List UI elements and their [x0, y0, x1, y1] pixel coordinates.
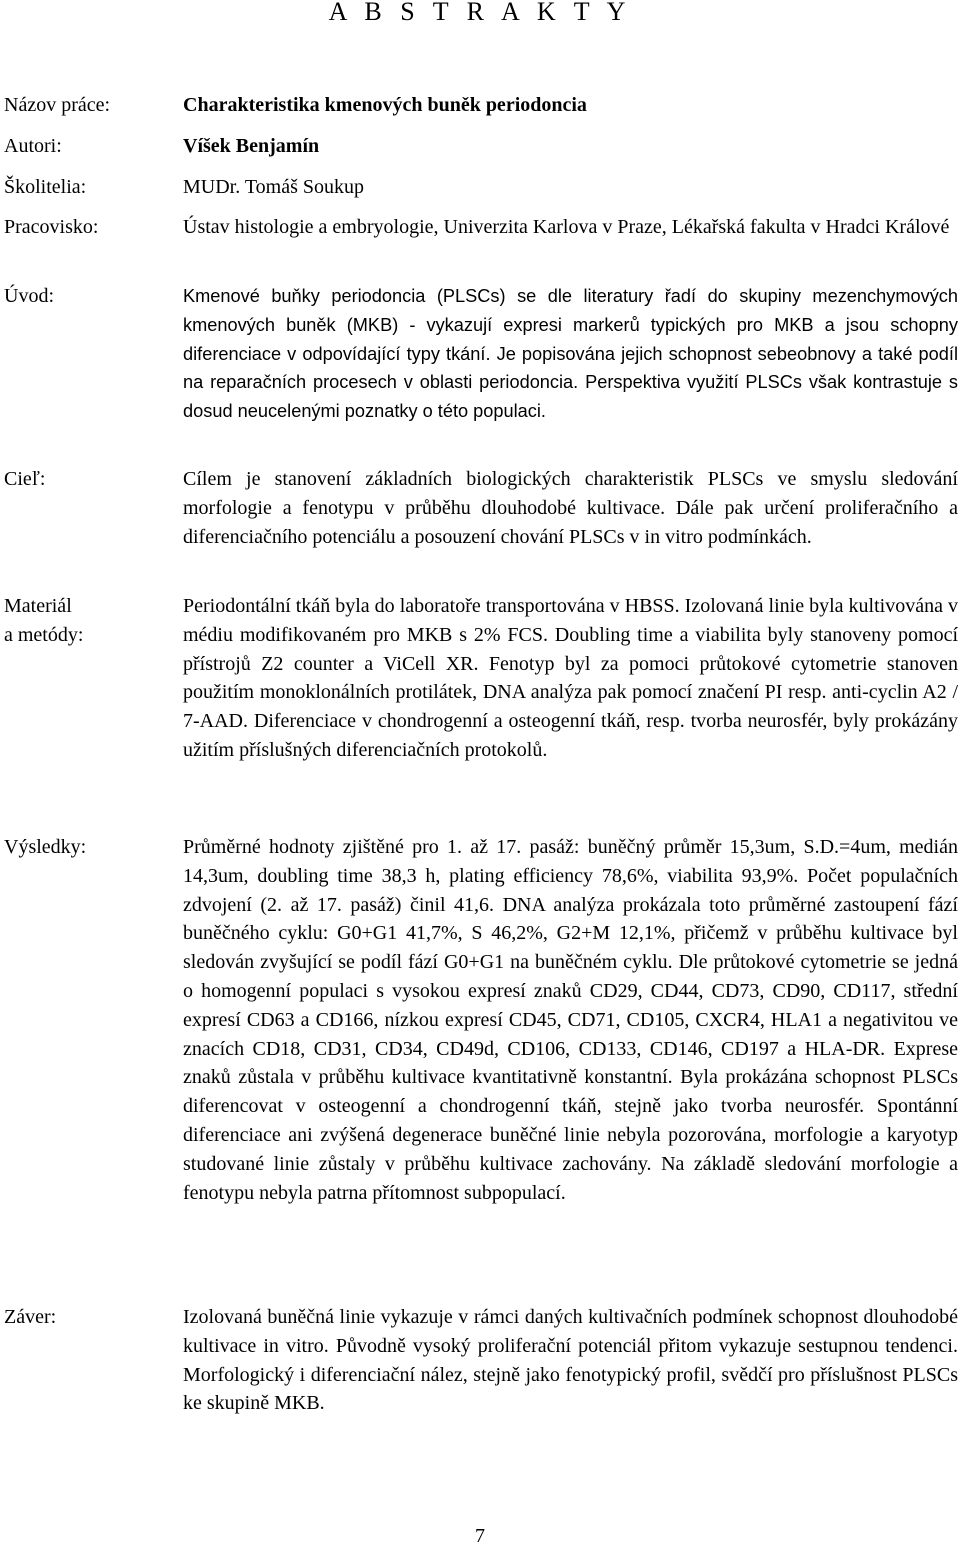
field-workplace-label: Pracovisko: [4, 216, 99, 238]
page-title: A B S T R A K T Y [328, 0, 632, 26]
field-workplace-value: Ústav histologie a embryologie, Univerzita Karlova v Praze, Lékařská fakulta v Hradci Králové [183, 216, 950, 238]
section-conclusion-text: Izolovaná buněčná linie vykazuje v rámci daných kultivačních podmínek schopnost dlouhodobé kultivace in vitro. Původně vysoký proliferační potenciál přitom vykazuje sestupnou tendenci. Morfologický i diferenciační nález, stejně jako fenotypický profil, svědčí pro příslušnost PLSCs ke skupině MKB. [183, 1306, 958, 1415]
section-aim-label: Cieľ: [4, 468, 46, 490]
section-aim-text: Cílem je stanovení základních biologických charakteristik PLSCs ve smyslu sledování morfologie a fenotypu v průběhu dlouhodobé kultivace. Dále pak určení proliferačního a diferenciačního potenciálu a posouzení chování PLSCs v in vitro podmínkách. [183, 468, 958, 548]
section-intro-label: Úvod: [4, 285, 54, 307]
section-results-text: Průměrné hodnoty zjištěné pro 1. až 17. pasáž: buněčný průměr 15,3um, S.D.=4um, medián 14,3um, doubling time 38,3 h, plating efficiency 78,6%, viabilita 93,9%. Počet populačních zdvojení (2. až 17. pasáž) činil 41,6. DNA analýza prokázala toto průměrné zastoupení fází buněčného cyklu: G0+G1 41,7%, S 46,2%, G2+M 12,1%, přičemž v průběhu kultivace byl sledován zvyšující se podíl fází G0+G1 na buněčném cyklu. Dle průtokové cytometrie se jedná o homogenní populaci s vysokou expresí znaků CD29, CD44, CD73, CD90, CD117, střední expresí CD63 a CD166, nízkou expresí CD45, CD71, CD105, CXCR4, HLA1 a negativitou ve znacích CD18, CD31, CD34, CD49d, CD106, CD133, CD146, CD197 a HLA-DR. Exprese znaků zůstala v průběhu kultivace kvantitativně konstantní. Byla prokázána schopnost PLSCs diferencovat v osteogenní a chondrogenní tkáň, stejně jako tvorba neurosfér. Spontánní diferenciace ani zvýšená degenerace buněčné linie nebyla pozorována, morfologie a karyotyp studované linie zůstaly v průběhu kultivace zachovány. Na základě sledování morfologie a fenotypu nebyla patrna přítomnost subpopulací. [183, 836, 958, 1204]
section-results-label: Výsledky: [4, 836, 87, 858]
page-number: 7 [475, 1525, 485, 1547]
section-intro-text: Kmenové buňky periodoncia (PLSCs) se dle literatury řadí do skupiny mezenchymových kmenových buněk (MKB) - vykazují expresi markerů typických pro MKB a jsou schopny diferenciace v odpovídající typy tkání. Je popisována jejich schopnost sebeobnovy a také podíl na reparačních procesech v oblasti periodoncia. Perspektiva využití PLSCs však kontrastuje s dosud neucelenými poznatky o této populaci. [183, 286, 958, 422]
section-methods-label-line2: a metódy: [4, 623, 84, 646]
field-title-label: Názov práce: [4, 94, 111, 116]
field-supervisors-value: MUDr. Tomáš Soukup [183, 176, 365, 198]
section-methods-text: Periodontální tkáň byla do laboratoře transportována v HBSS. Izolovaná linie byla kultivována v médiu modifikovaném pro MKB s 2% FCS. Doubling time a viabilita byly stanoveny pomocí přístrojů Z2 counter a ViCell XR. Fenotyp byl za pomoci průtokové cytometrie stanoven použitím monoklonálních protilátek, DNA analýza pak pomocí značení PI resp. anti-cyclin A2 / 7-AAD. Diferenciace v chondrogenní a osteogenní tkáň, resp. tvorba neurosfér, byly prokázány užitím příslušných diferenciačních protokolů. [183, 595, 958, 761]
field-authors-value: Víšek Benjamín [183, 135, 320, 157]
field-supervisors-label: Školitelia: [4, 176, 87, 198]
section-conclusion-label: Záver: [4, 1306, 57, 1328]
section-methods-label-line1: Materiál [4, 595, 72, 617]
field-authors-label: Autori: [4, 135, 62, 157]
section-methods-label [4, 592, 180, 650]
field-title-value: Charakteristika kmenových buněk periodoncia [183, 94, 587, 116]
